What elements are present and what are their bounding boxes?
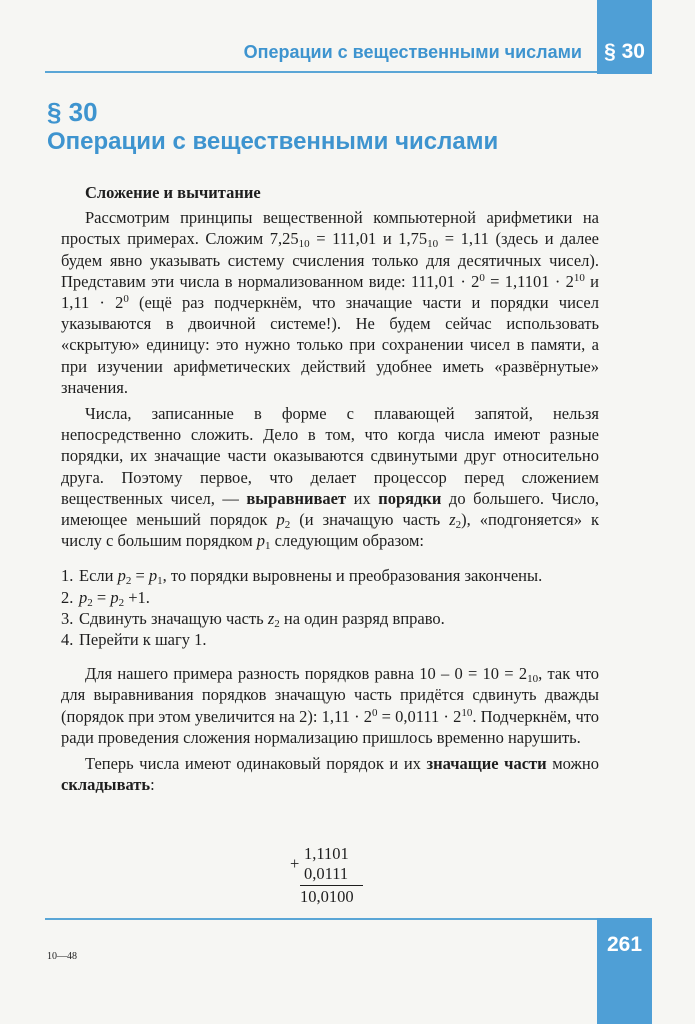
list-item: 3. Сдвинуть значащую часть $z_2$ на один разряд вправо. (61, 608, 445, 630)
list-item: 2. $p_2 = p_2 +1$. (61, 587, 150, 609)
section-tab (597, 0, 652, 74)
list-item: 1. Если $p_2 = p_1$, то порядки выровнены и преобразования закончены. (61, 566, 543, 588)
page-number: 261 (606, 933, 643, 956)
chapter-number: § 30 (47, 97, 98, 127)
chapter-title: Операции с вещественными числами (47, 128, 499, 155)
footer-rule (45, 918, 598, 920)
formula-result: 10,0100 (300, 887, 354, 906)
subheading: Сложение и вычитание (85, 183, 261, 202)
paragraph-4: Теперь числа имеют одинаковый порядок и их значащие части можно складывать: (61, 754, 599, 795)
paragraph-2: Числа, записанные в форме с плавающей запятой, нельзя непосредственно сложить. Дело в том, что когда числа имеют разные порядки, их значащие части оказываются сдвинутыми друг относительно друга. Поэтому первое, что делает процессор перед сложением вещественных чисел, — выравнивает их порядки до большего. Число, имеющее меньший порядок $p_2$ (и значащую часть $z_2$), «подгоняется» к числу с большим порядком $p_1$ следующим образом: (61, 404, 600, 553)
print-mark: 10—48 (47, 951, 77, 962)
page-number-tab (597, 918, 652, 1024)
running-title: Операции с вещественными числами (243, 42, 582, 62)
formula-operand-1: 1,1101 (304, 844, 349, 863)
section-tab-label: § 30 (604, 40, 645, 63)
list-item: 4. Перейти к шагу 1. (61, 630, 207, 650)
plus-sign: + (290, 854, 300, 873)
formula-operand-2: 0,0111 (304, 864, 349, 883)
header-rule (45, 71, 598, 73)
paragraph-3: Для нашего примера разность порядков равна $10 - 0 = 10 = 2_{10}$, так что для выравнивания порядков значащую часть придётся сдвинуть дважды (порядок при этом увеличится на 2): $1,11 \cdot 2^0 = 0,0111 \cdot 2^{10}$. Подчеркнём, что ради проведения сложения нормализацию пришлось временно нарушить. (61, 664, 600, 747)
page-body (61, 182, 599, 800)
paragraph-1: Рассмотрим принципы вещественной компьютерной арифметики на простых примерах. Сложим $7,25_{10} = 111,01$ и $1,75_{10} = 1,11$ (здесь и далее будем явно указывать систему счисления только для десятичных чисел). Представим эти числа в нормализованном виде: $111,01 \cdot 2^0 = 1,1101 \cdot 2^{10}$ и $1,11 \cdot 2^0$ (ещё раз подчеркнём, что значащие части и порядки чисел указываются в двоичной системе!). Не будем сейчас использовать «скрытую» единицу: это нужно только при сохранении чисел в памяти, а при изучении арифметических действий удобнее иметь «развёрнутые» значения. (61, 208, 599, 397)
algorithm-list (61, 565, 599, 650)
